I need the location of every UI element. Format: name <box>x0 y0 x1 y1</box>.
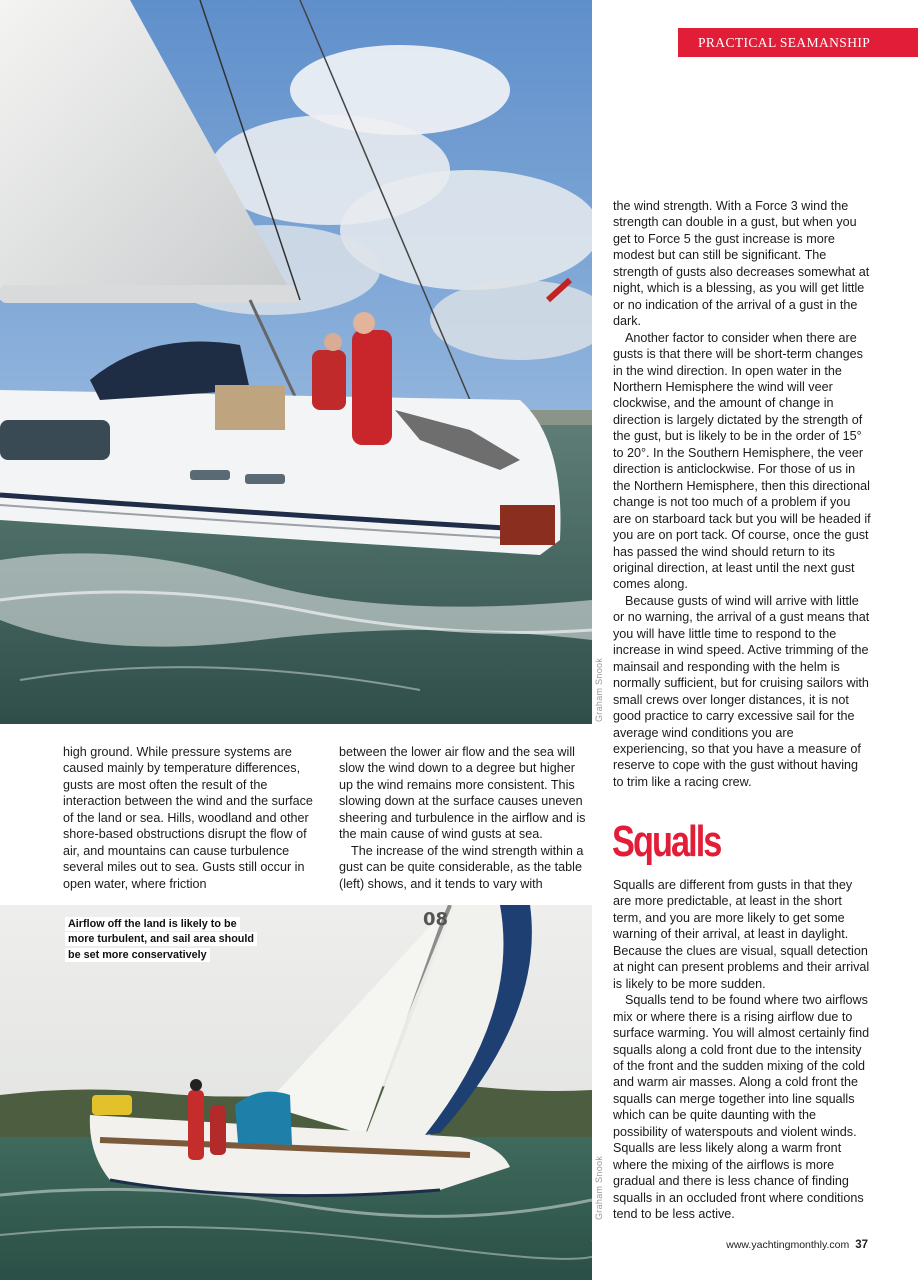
photo-caption <box>65 917 265 963</box>
paragraph: The increase of the wind strength within a gust can be quite considerable, as the table (left) shows, and it tends to vary with <box>339 843 584 891</box>
article-column-left <box>63 744 313 892</box>
article-column-middle <box>339 744 589 892</box>
article-column-right-top <box>613 198 871 790</box>
photo-caption-text: Airflow off the land is likely to be more turbulent, and sail area should be set more conservatively <box>65 917 257 962</box>
photo-credit-bottom: Graham Snook <box>594 1155 604 1220</box>
page-number: 37 <box>855 1239 868 1251</box>
paragraph: between the lower air flow and the sea will slow the wind down to a degree but higher up the wind remains more consistent. This slowing down at the surface causes uneven sheering and turbulence in the airflow and is the main cause of wind gusts at sea. <box>339 745 586 842</box>
footer-url[interactable]: www.yachtingmonthly.com <box>726 1239 850 1251</box>
paragraph: Another factor to consider when there are gusts is that there will be short-term changes in the wind direction. In open water in the Northern Hemisphere the wind will veer clockwise, and the amount of change in direction is largely dictated by the strength of the gust, but is likely to be in the order of 15° to 20°. In the Southern Hemisphere, the veer direction is anticlockwise. For those of us in the Northern Hemisphere, then this directional change is not too much of a problem if you are on starboard tack but you will be headed if you are on port tack. Of course, once the gust has passed the wind should return to its original direction, at least until the next gust comes along. <box>613 330 871 592</box>
page-footer <box>712 1239 868 1251</box>
sail-number: 08 <box>423 909 449 930</box>
paragraph: Because gusts of wind will arrive with little or no warning, the arrival of a gust means that you will have little time to respond to the increase in wind speed. Active trimming of the mainsail and responding with the helm is normally sufficient, but for cruising sailors with small crews over longer distances, it is not good practice to carry excessive sail for the average wind conditions you are experiencing, so that you have a measure of reserve to cope with the gust without having to trim like a racing crew. <box>613 593 870 789</box>
photo-credit-top: Graham Snook <box>594 657 604 722</box>
paragraph: the wind strength. With a Force 3 wind the strength can double in a gust, but when you get to Force 5 the gust increase is more modest but can still be significant. The strength of gusts also decreases somewhat at night, which is a blessing, as you will get little or no indication of the arrival of a gust in the dark. <box>613 199 870 329</box>
paragraph: Squalls tend to be found where two airflows mix or where there is a rising airflow due to surface warming. You will almost certainly find squalls along a cold front due to the intensity of the front and the sudden mixing of the cold and warm air masses. Along a cold front the squalls can merge together into line squalls which can be quite daunting with the possibility of waterspouts and violent winds. Squalls are less likely along a warm front where the mixing of the airflows is more gradual and there is less chance of finding squalls in an occluded front where conditions tend to be less active. <box>613 993 870 1222</box>
article-column-right-bottom <box>613 877 871 1223</box>
photo-yacht-sailing <box>0 0 592 724</box>
paragraph: Squalls are different from gusts in that they are more predictable, at least in the short term, and you are more likely to get some warning of their arrival, at least in daylight. Because the clues are visual, squall detection at night can present problems and their arrival is likely to be more sudden. <box>613 878 870 991</box>
section-heading: Squalls <box>612 817 721 866</box>
paragraph: high ground. While pressure systems are caused mainly by temperature differences, gusts are most often the result of the interaction between the wind and the surface of the land or sea. Hills, woodland and other shore-based obstructions disrupt the flow of air, and mountains can cause turbulence several miles out to sea. Gusts still occur in open water, where friction <box>63 745 313 891</box>
section-banner: PRACTICAL SEAMANSHIP <box>678 28 918 57</box>
yacht-photo-illustration <box>0 0 592 724</box>
